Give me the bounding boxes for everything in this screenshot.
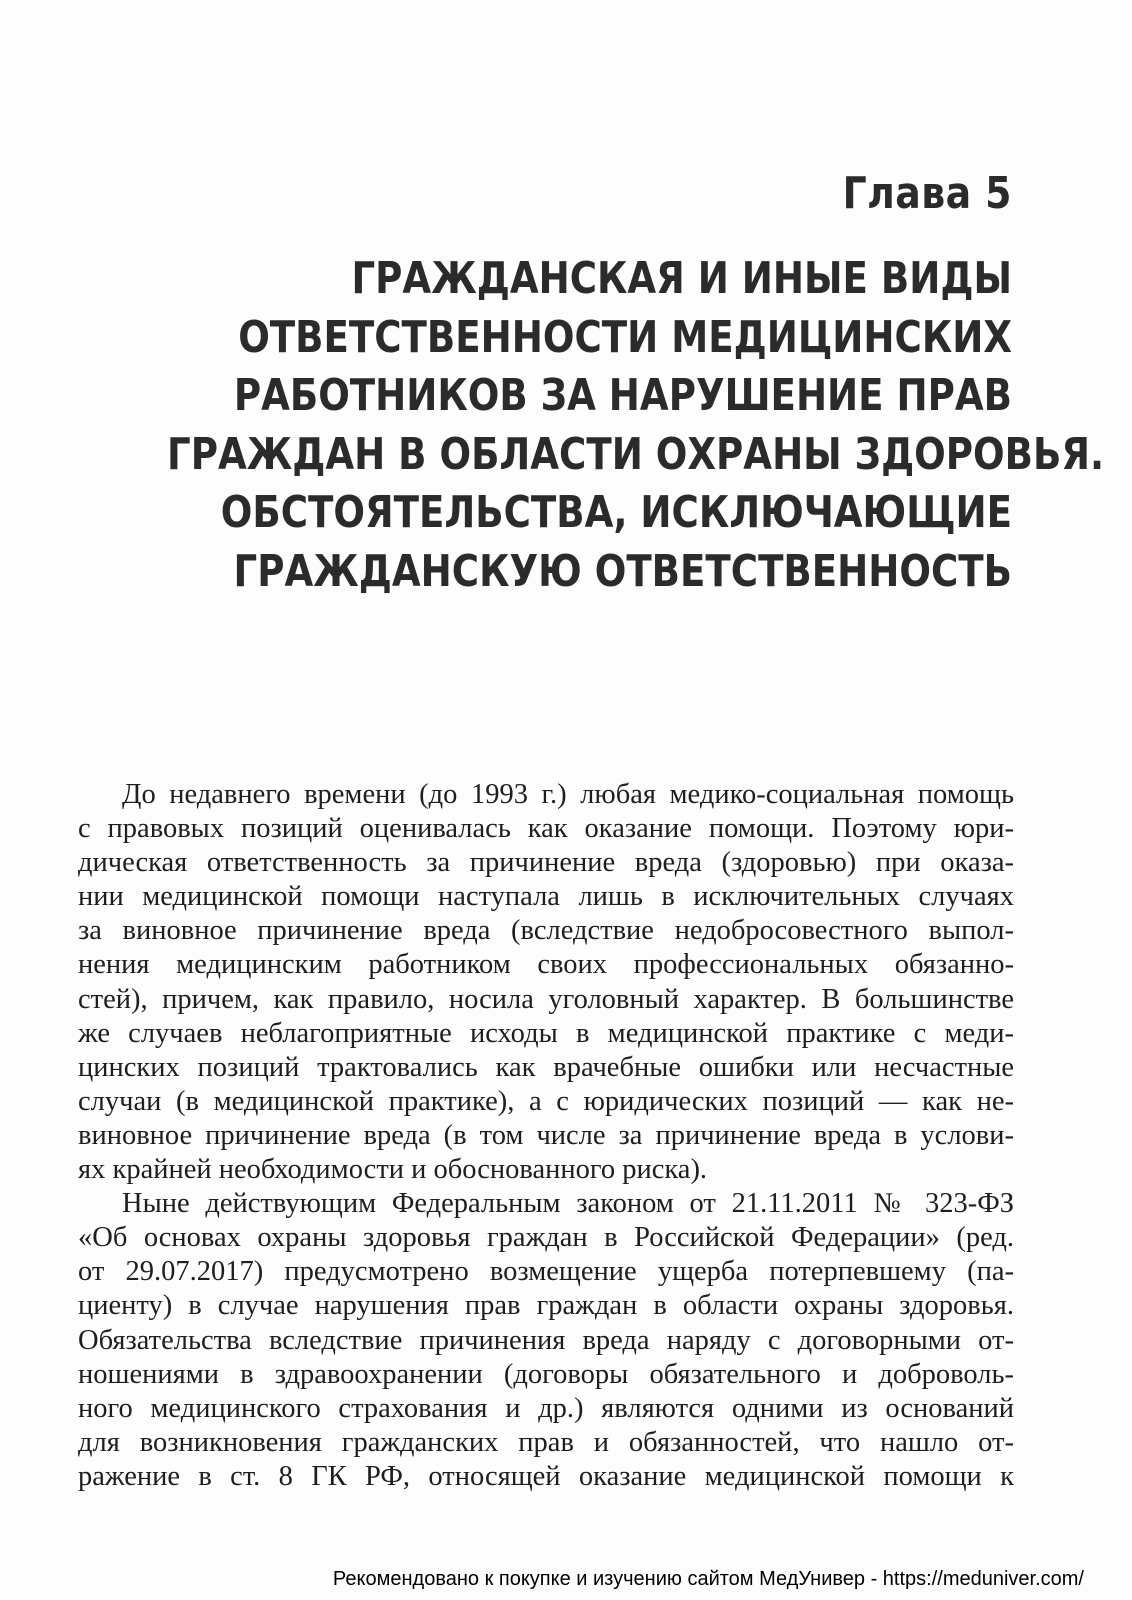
- text-line: дическая ответственность за причинение вреда (здоровью) при оказа-: [78, 847, 1014, 879]
- chapter-title-line: ОТВЕТСТВЕННОСТИ МЕДИЦИНСКИХ: [238, 311, 1012, 363]
- text-line: циенту) в случае нарушения прав граждан в области охраны здоровья.: [78, 1290, 1014, 1322]
- text-line: от 29.07.2017) предусмотрено возмещение ущерба потерпевшему (па-: [78, 1256, 1014, 1288]
- text-line: нения медицинским работником своих профессиональных обязанно-: [78, 949, 1014, 981]
- text-line: для возникновения гражданских прав и обязанностей, что нашло от-: [78, 1426, 1014, 1458]
- text-line: До недавнего времени (до 1993 г.) любая медико-социальная помощь: [122, 779, 1014, 810]
- chapter-title-line: ГРАЖДАНСКАЯ И ИНЫЕ ВИДЫ: [351, 253, 1012, 304]
- text-line: же случаев неблагоприятные исходы в медицинской практике с меди-: [78, 1017, 1014, 1049]
- chapter-title-line: РАБОТНИКОВ ЗА НАРУШЕНИЕ ПРАВ: [233, 370, 1012, 421]
- body-text: [78, 778, 1014, 1494]
- chapter-title-line: ОБСТОЯТЕЛЬСТВА, ИСКЛЮЧАЮЩИЕ: [220, 487, 1012, 538]
- text-line: ражение в ст. 8 ГК РФ, относящей оказание медицинской помощи к: [78, 1460, 1014, 1492]
- text-line: за виновное причинение вреда (вследствие недобросовестного выпол-: [78, 915, 1014, 947]
- text-line: Обязательства вследствие причинения вреда наряду с договорными от-: [78, 1324, 1014, 1356]
- chapter-label: Глава 5: [842, 168, 1012, 219]
- text-line: с правовых позиций оценивалась как оказание помощи. Поэтому юри-: [78, 813, 1014, 845]
- text-line: виновное причинение вреда (в том числе за причинение вреда в услови-: [78, 1119, 1014, 1151]
- text-line: нии медицинской помощи наступала лишь в исключительных случаях: [78, 881, 1014, 913]
- footer-recommendation: Рекомендовано к покупке и изучению сайтом МедУнивер - https://meduniver.com/: [332, 1568, 1084, 1590]
- paragraph-2: [78, 1187, 1014, 1494]
- chapter-title-line: ГРАЖДАН В ОБЛАСТИ ОХРАНЫ ЗДОРОВЬЯ.: [167, 428, 1105, 480]
- text-line: ях крайней необходимости и обоснованного риска).: [78, 1154, 708, 1186]
- text-line: Ныне действующим Федеральным законом от 21.11.2011 № 323-ФЗ: [122, 1188, 1014, 1220]
- paragraph-1: [78, 778, 1014, 1187]
- text-line: стей), причем, как правило, носила уголовный характер. В большинстве: [78, 983, 1014, 1015]
- chapter-title: [12, 250, 1105, 601]
- text-line: ношениями в здравоохранении (договоры обязательного и доброволь-: [78, 1358, 1014, 1390]
- text-line: цинских позиций трактовались как врачебные ошибки или несчастные: [78, 1051, 1014, 1083]
- text-line: случаи (в медицинской практике), а с юридических позиций — как не-: [78, 1085, 1014, 1117]
- text-line: «Об основах охраны здоровья граждан в Российской Федерации» (ред.: [78, 1222, 1014, 1254]
- chapter-title-line: ГРАЖДАНСКУЮ ОТВЕТСТВЕННОСТЬ: [233, 545, 1012, 597]
- text-line: ного медицинского страхования и др.) являются одними из оснований: [78, 1392, 1014, 1424]
